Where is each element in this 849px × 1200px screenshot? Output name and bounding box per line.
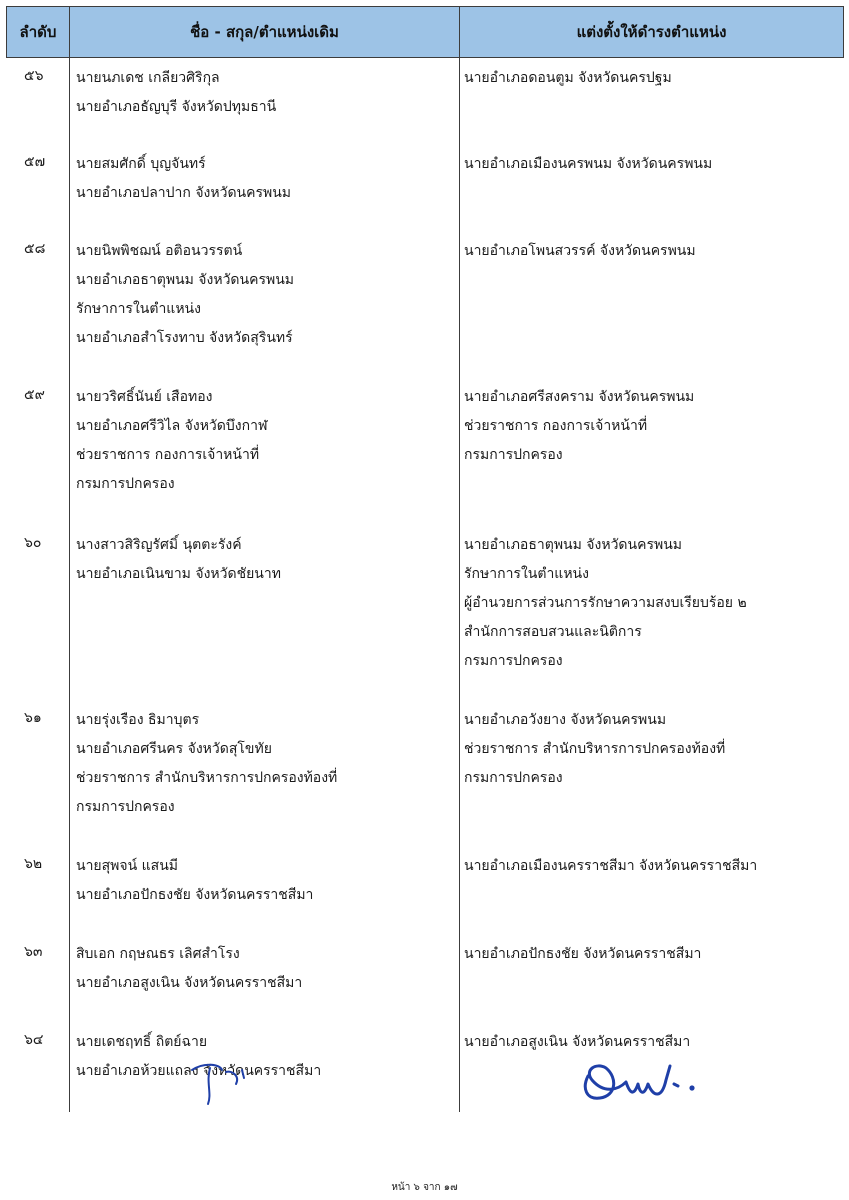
new-position	[464, 940, 701, 969]
column-divider-1	[69, 58, 70, 1112]
text-line: รักษาการในตำแหน่ง	[76, 301, 201, 317]
row-number: ๖๐	[24, 535, 42, 551]
text-line: นายสุพจน์ แสนมี	[76, 858, 178, 874]
text-line: นายอำเภอสูงเนิน จังหวัดนครราชสีมา	[464, 1034, 691, 1050]
text-line: ช่วยราชการ สำนักบริหารการปกครองท้องที่	[464, 741, 726, 757]
text-line: ผู้อำนวยการส่วนการรักษาความสงบเรียบร้อย ๒	[464, 595, 747, 611]
text-line: สำนักการสอบสวนและนิติการ	[464, 624, 642, 640]
previous-position	[76, 531, 281, 589]
header-new-label: แต่งตั้งให้ดำรงตำแหน่ง	[576, 23, 727, 41]
text-line: นายอำเภอศรีสงคราม จังหวัดนครพนม	[464, 389, 695, 405]
text-line: สิบเอก กฤษณธร เลิศสำโรง	[76, 946, 240, 962]
text-line: กรมการปกครอง	[464, 447, 563, 463]
row-number: ๕๙	[24, 387, 45, 403]
text-line: กรมการปกครอง	[76, 476, 175, 492]
new-position	[464, 64, 672, 93]
row-number: ๕๖	[24, 68, 44, 84]
signature	[574, 1054, 704, 1112]
new-position	[464, 1028, 690, 1057]
text-line: นายอำเภอธาตุพนม จังหวัดนครพนม	[464, 537, 683, 553]
row-number: ๕๗	[24, 154, 46, 170]
new-position	[464, 237, 696, 266]
row-number: ๖๔	[24, 1032, 44, 1048]
new-position	[464, 706, 725, 793]
text-line: นายอำเภอปักธงชัย จังหวัดนครราชสีมา	[76, 887, 314, 903]
text-line: รักษาการในตำแหน่ง	[464, 566, 589, 582]
text-line: กรมการปกครอง	[464, 770, 563, 786]
text-line: กรมการปกครอง	[464, 653, 563, 669]
text-line: กรมการปกครอง	[76, 799, 175, 815]
header-name-label: ชื่อ - สกุล/ตำแหน่งเดิม	[190, 23, 339, 41]
text-line: นายอำเภอเมืองนครพนม จังหวัดนครพนม	[464, 156, 713, 172]
new-position	[464, 852, 757, 881]
text-line: นายอำเภอศรีวิไล จังหวัดบึงกาฬ	[76, 418, 268, 434]
text-line: ช่วยราชการ กองการเจ้าหน้าที่	[76, 447, 260, 463]
text-line: นายอำเภอธาตุพนม จังหวัดนครพนม	[76, 272, 295, 288]
text-line: นายอำเภอวังยาง จังหวัดนครพนม	[464, 712, 667, 728]
column-divider-2	[459, 58, 460, 1112]
text-line: นายอำเภอเนินขาม จังหวัดชัยนาท	[76, 566, 281, 582]
header-cell-name	[69, 6, 460, 58]
text-line: นายอำเภอปักธงชัย จังหวัดนครราชสีมา	[464, 946, 702, 962]
text-line: นายนภเดช เกลียวศิริกุล	[76, 70, 220, 86]
text-line: นายรุ่งเรือง ธิมาบุตร	[76, 712, 200, 728]
new-position	[464, 531, 747, 676]
page-footer	[0, 1180, 849, 1195]
previous-position	[76, 706, 337, 822]
new-position	[464, 383, 694, 470]
previous-position	[76, 852, 313, 910]
text-line: นายอำเภอห้วยแถลง จังหวัดนครราชสีมา	[76, 1063, 322, 1079]
text-line: นางสาวสิริญรัศมิ์ นุตตะรังค์	[76, 537, 242, 553]
text-line: นายสมศักดิ์ บุญจันทร์	[76, 156, 206, 172]
text-line: นายอำเภอสูงเนิน จังหวัดนครราชสีมา	[76, 975, 303, 991]
previous-position	[76, 237, 294, 353]
previous-position	[76, 150, 291, 208]
row-number: ๖๓	[24, 944, 43, 960]
text-line: นายอำเภอดอนตูม จังหวัดนครปฐม	[464, 70, 672, 86]
text-line: นายนิพพิชฌน์ อติอนวรรตน์	[76, 243, 243, 259]
text-line: ช่วยราชการ กองการเจ้าหน้าที่	[464, 418, 648, 434]
new-position	[464, 150, 712, 179]
text-line: ช่วยราชการ สำนักบริหารการปกครองท้องที่	[76, 770, 338, 786]
previous-position	[76, 940, 302, 998]
text-line: นายเดชฤทธิ์ ถิตย์ฉาย	[76, 1034, 208, 1050]
header-no-label: ลำดับ	[19, 23, 57, 41]
text-line: นายอำเภอธัญบุรี จังหวัดปทุมธานี	[76, 99, 277, 115]
text-line: นายอำเภอโพนสวรรค์ จังหวัดนครพนม	[464, 243, 696, 259]
previous-position	[76, 383, 268, 499]
header-cell-new	[459, 6, 844, 58]
text-line: นายอำเภอปลาปาก จังหวัดนครพนม	[76, 185, 292, 201]
initials-signature	[186, 1058, 256, 1108]
text-line: นายอำเภอศรีนคร จังหวัดสุโขทัย	[76, 741, 272, 757]
row-number: ๖๒	[24, 856, 43, 872]
row-number: ๖๑	[24, 710, 42, 726]
previous-position	[76, 64, 276, 122]
text-line: นายอำเภอเมืองนครราชสีมา จังหวัดนครราชสีมา	[464, 858, 758, 874]
text-line: นายอำเภอสำโรงทาบ จังหวัดสุรินทร์	[76, 330, 293, 346]
header-cell-no	[6, 6, 70, 58]
page-number: หน้า ๖ จาก ๑๗	[391, 1182, 458, 1193]
row-number: ๕๘	[24, 241, 46, 257]
text-line: นายวริศธิ์นันย์ เสือทอง	[76, 389, 213, 405]
